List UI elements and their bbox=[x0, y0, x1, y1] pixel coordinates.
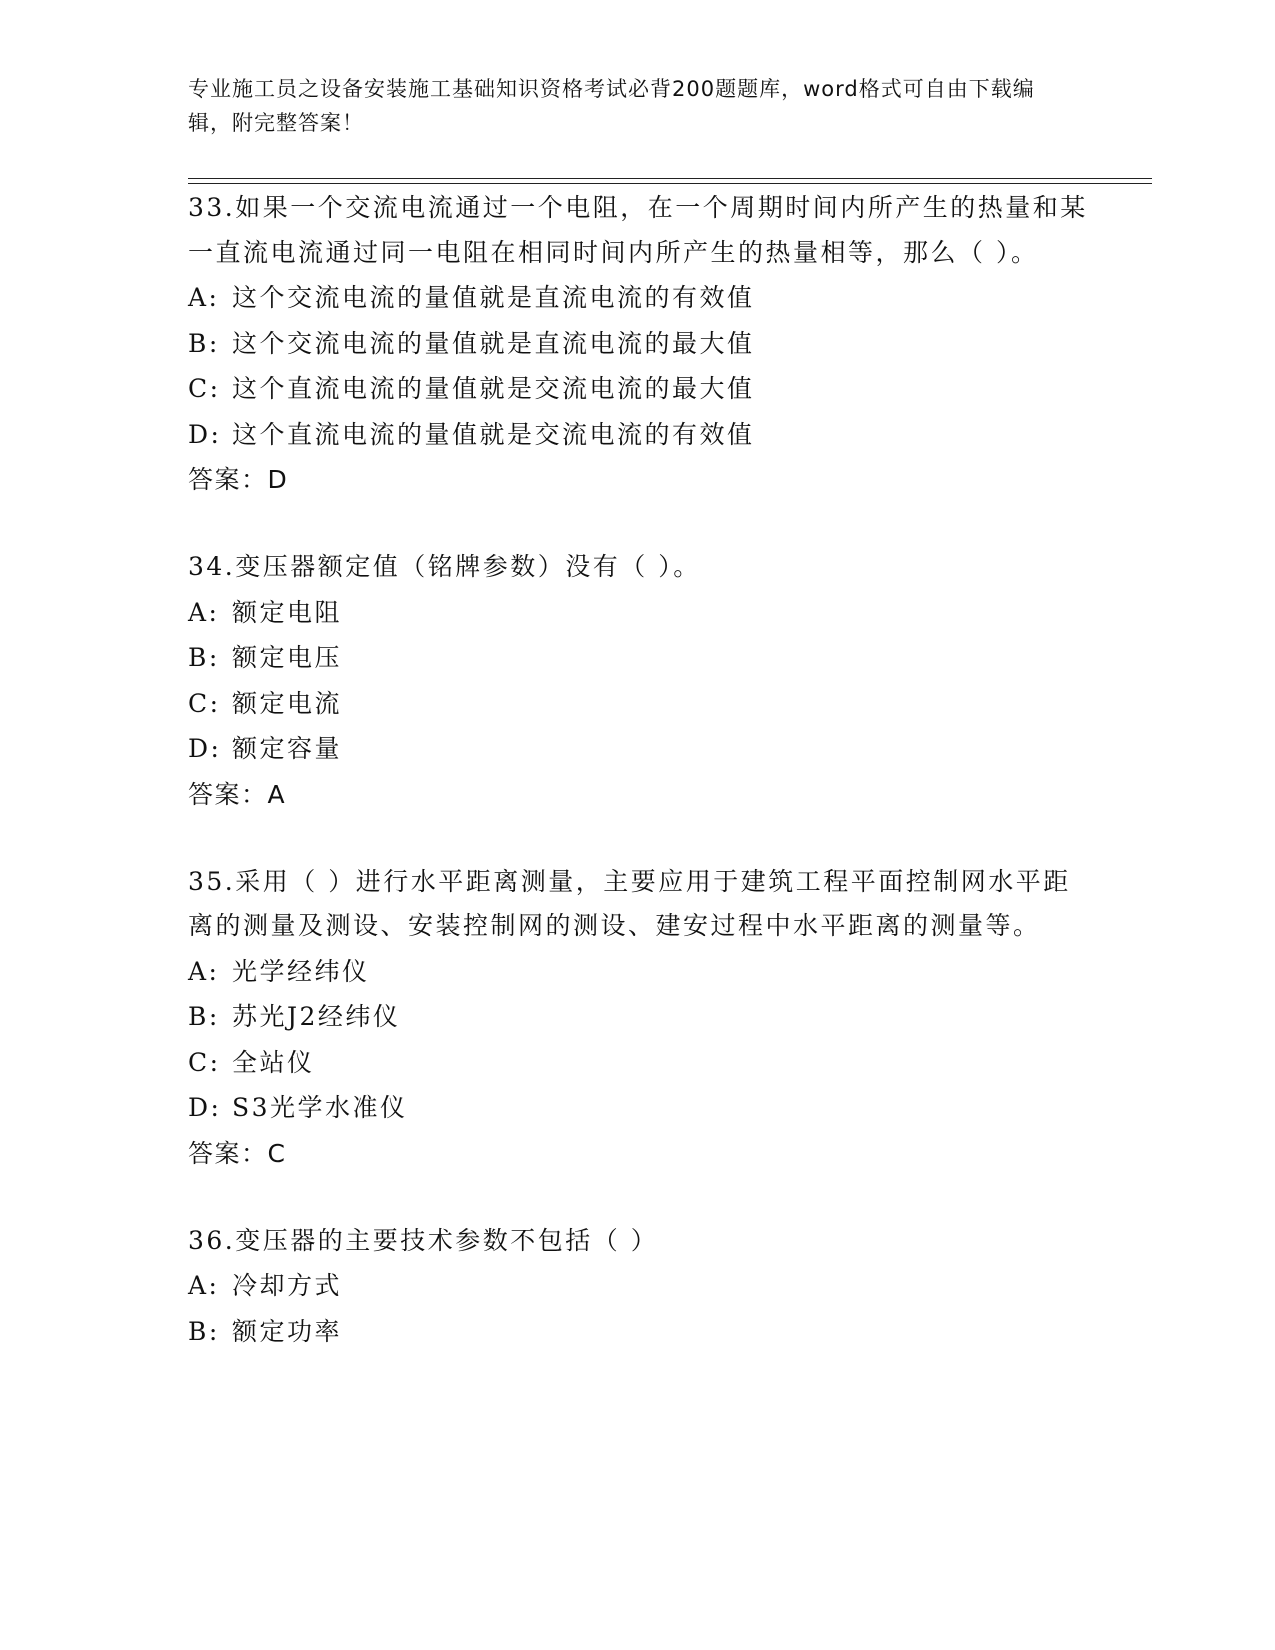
answer-line: 答案：D bbox=[188, 465, 289, 494]
option-letter: C: bbox=[188, 1047, 221, 1077]
option-text: S3光学水准仪 bbox=[232, 1093, 408, 1122]
option-d bbox=[188, 726, 1088, 772]
option-b bbox=[188, 994, 1088, 1040]
question-33 bbox=[188, 186, 1088, 503]
option-b bbox=[188, 321, 1088, 367]
option-b bbox=[188, 635, 1088, 681]
answer-line: 答案：C bbox=[188, 1138, 287, 1168]
option-c bbox=[188, 1040, 1088, 1086]
option-text: 这个直流电流的量值就是交流电流的最大值 bbox=[232, 374, 755, 403]
option-letter: B: bbox=[188, 1002, 220, 1031]
question-stem: 34.变压器额定值（铭牌参数）没有（ ）。 bbox=[188, 552, 701, 581]
option-text: 额定电压 bbox=[232, 643, 343, 672]
question-list bbox=[188, 186, 1088, 1396]
answer-line: 答案：A bbox=[188, 779, 287, 809]
option-letter: C: bbox=[188, 688, 221, 718]
option-letter: A: bbox=[188, 283, 220, 312]
option-a bbox=[188, 949, 1088, 995]
option-text: 额定功率 bbox=[232, 1316, 343, 1346]
option-b bbox=[188, 1309, 1088, 1355]
question-35 bbox=[188, 860, 1088, 1177]
option-text: 苏光J2经纬仪 bbox=[232, 1002, 401, 1031]
header-rule-top bbox=[188, 178, 1152, 179]
option-a bbox=[188, 275, 1088, 321]
option-text: 额定容量 bbox=[232, 734, 343, 763]
option-letter: C: bbox=[188, 374, 221, 403]
option-letter: B: bbox=[188, 643, 220, 672]
option-text: 这个交流电流的量值就是直流电流的有效值 bbox=[232, 283, 755, 312]
option-letter: D: bbox=[188, 734, 222, 763]
option-a bbox=[188, 590, 1088, 636]
option-c bbox=[188, 681, 1088, 727]
option-text: 额定电流 bbox=[232, 688, 343, 718]
option-letter: D: bbox=[188, 419, 222, 449]
option-text: 全站仪 bbox=[232, 1047, 315, 1077]
option-text: 额定电阻 bbox=[232, 597, 343, 627]
question-stem: 33.如果一个交流电流通过一个电阻，在一个周期时间内所产生的热量和某一直流电流通过同一电阻在相同时间内所产生的热量相等，那么（ ）。 bbox=[188, 193, 1088, 267]
option-letter: A: bbox=[188, 956, 220, 986]
header-rule-bottom bbox=[188, 183, 1152, 184]
question-stem: 35.采用（ ）进行水平距离测量，主要应用于建筑工程平面控制网水平距离的测量及测设、安装控制网的测设、建安过程中水平距离的测量等。 bbox=[188, 866, 1071, 940]
option-text: 这个交流电流的量值就是直流电流的最大值 bbox=[232, 328, 755, 358]
option-d bbox=[188, 1085, 1088, 1131]
option-letter: A: bbox=[188, 1271, 220, 1300]
option-letter: B: bbox=[188, 328, 220, 358]
option-letter: A: bbox=[188, 597, 220, 627]
document-header: 专业施工员之设备安装施工基础知识资格考试必背200题题库，word格式可自由下载编辑，附完整答案！ bbox=[188, 77, 1035, 135]
question-stem: 36.变压器的主要技术参数不包括（ ） bbox=[188, 1225, 659, 1255]
option-a bbox=[188, 1263, 1088, 1309]
option-d bbox=[188, 412, 1088, 458]
option-text: 冷却方式 bbox=[232, 1271, 343, 1300]
option-text: 这个直流电流的量值就是交流电流的有效值 bbox=[232, 419, 755, 449]
option-letter: B: bbox=[188, 1316, 220, 1346]
question-36 bbox=[188, 1219, 1088, 1355]
option-c bbox=[188, 366, 1088, 412]
option-letter: D: bbox=[188, 1093, 222, 1122]
question-34 bbox=[188, 545, 1088, 818]
option-text: 光学经纬仪 bbox=[232, 956, 370, 986]
